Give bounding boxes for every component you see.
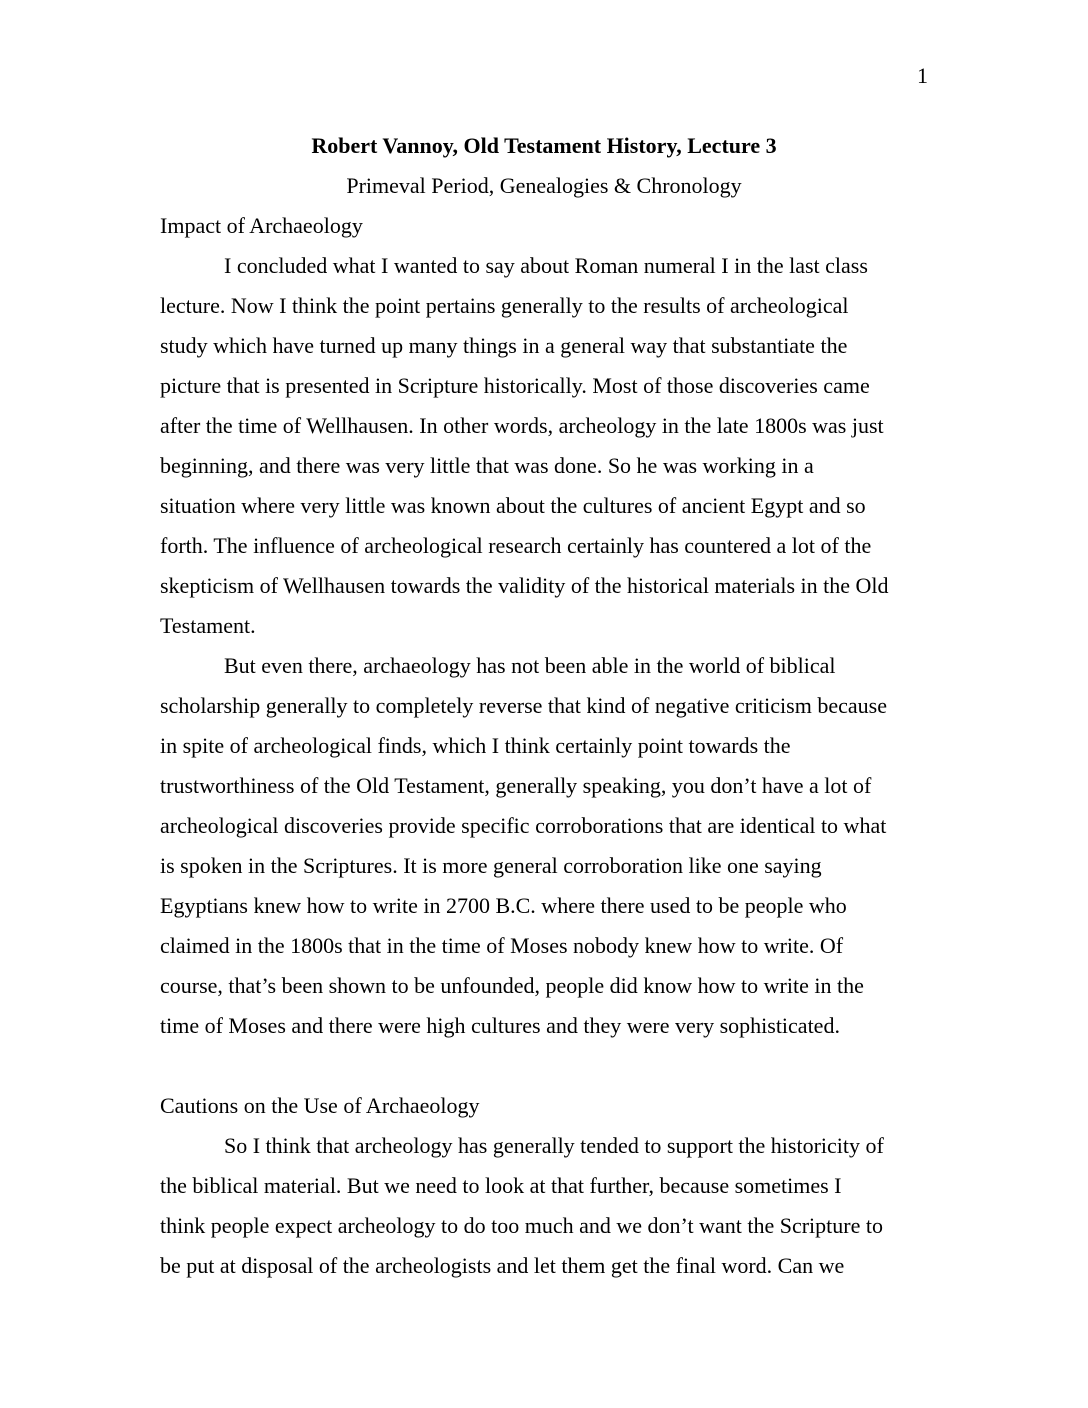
document-subtitle: Primeval Period, Genealogies & Chronology (346, 173, 742, 198)
text-line: Testament. (160, 613, 256, 638)
text-line: I concluded what I wanted to say about Roman numeral I in the last class (224, 253, 868, 278)
text-line: skepticism of Wellhausen towards the validity of the historical materials in the Old (160, 573, 889, 598)
section-heading: Impact of Archaeology (160, 213, 363, 238)
text-line: the biblical material. But we need to look at that further, because sometimes I (160, 1173, 842, 1198)
section-heading: Cautions on the Use of Archaeology (160, 1093, 480, 1118)
text-line: forth. The influence of archeological research certainly has countered a lot of the (160, 533, 872, 558)
paragraph (160, 646, 928, 1046)
section-cautions-on-use-of-archaeology (160, 1086, 928, 1286)
text-line: So I think that archeology has generally tended to support the historicity of (224, 1133, 884, 1158)
text-line: lecture. Now I think the point pertains generally to the results of archeological (160, 293, 849, 318)
text-line: course, that’s been shown to be unfounded, people did know how to write in the (160, 973, 864, 998)
text-line: is spoken in the Scriptures. It is more general corroboration like one saying (160, 853, 822, 878)
text-line: think people expect archeology to do too much and we don’t want the Scripture to (160, 1213, 883, 1238)
text-line: time of Moses and there were high cultures and they were very sophisticated. (160, 1013, 840, 1038)
page-number: 1 (917, 63, 928, 88)
text-line: study which have turned up many things in a general way that substantiate the (160, 333, 848, 358)
paragraph (160, 1126, 928, 1286)
text-line: Egyptians knew how to write in 2700 B.C. where there used to be people who (160, 893, 847, 918)
text-line: beginning, and there was very little that was done. So he was working in a (160, 453, 814, 478)
document-title: Robert Vannoy, Old Testament History, Lecture 3 (311, 133, 777, 158)
text-line: But even there, archaeology has not been able in the world of biblical (224, 653, 836, 678)
text-line: archeological discoveries provide specific corroborations that are identical to what (160, 813, 887, 838)
section-impact-of-archaeology (160, 206, 928, 1046)
text-line: situation where very little was known about the cultures of ancient Egypt and so (160, 493, 866, 518)
text-line: picture that is presented in Scripture historically. Most of those discoveries came (160, 373, 870, 398)
text-line: scholarship generally to completely reverse that kind of negative criticism because (160, 693, 887, 718)
text-line: trustworthiness of the Old Testament, generally speaking, you don’t have a lot of (160, 773, 872, 798)
text-line: be put at disposal of the archeologists and let them get the final word. Can we (160, 1253, 845, 1278)
text-line: claimed in the 1800s that in the time of Moses nobody knew how to write. Of (160, 933, 844, 958)
text-line: in spite of archeological finds, which I think certainly point towards the (160, 733, 791, 758)
paragraph (160, 246, 928, 646)
text-line: after the time of Wellhausen. In other words, archeology in the late 1800s was just (160, 413, 884, 438)
